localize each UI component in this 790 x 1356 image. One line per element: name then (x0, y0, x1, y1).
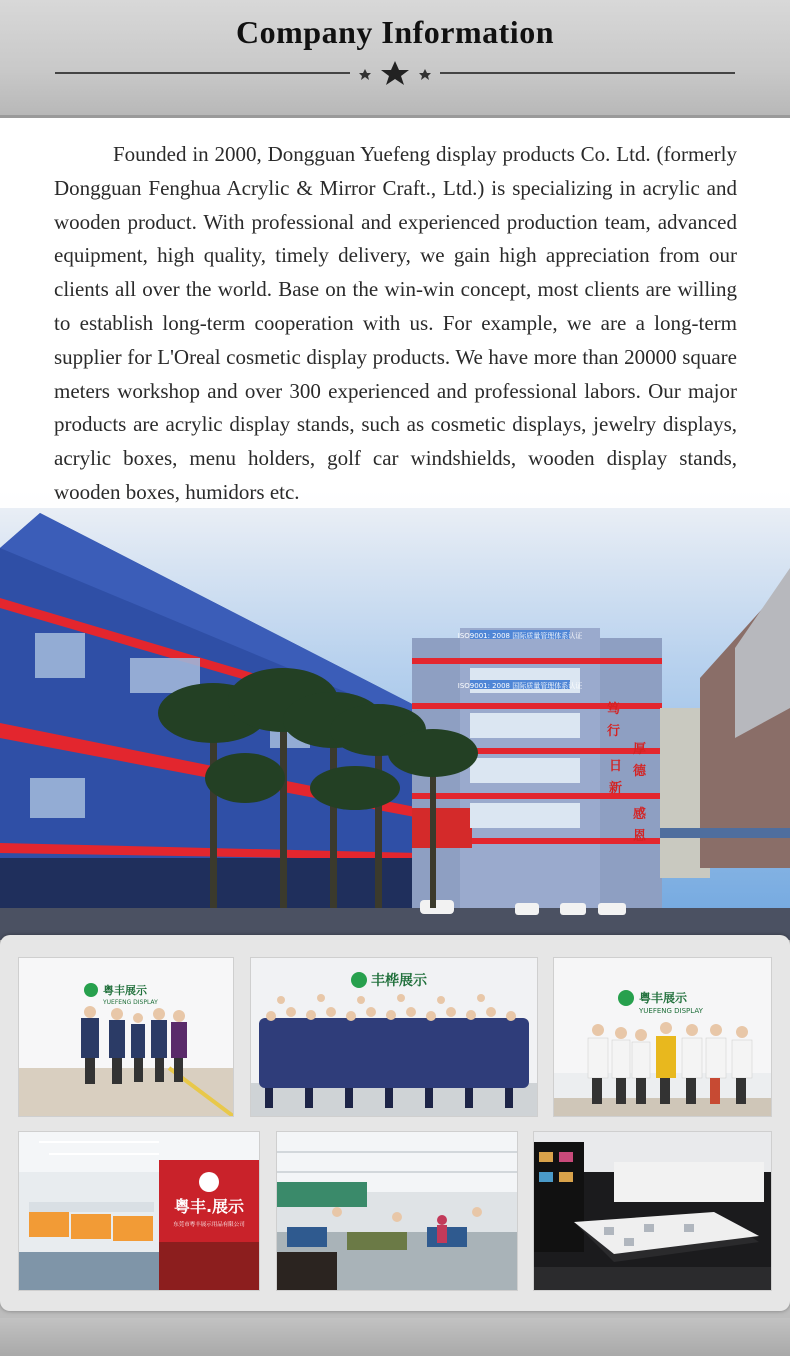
iso-sign-top: ISO9001: 2008 国际质量管理体系认证 (457, 632, 583, 640)
footer-band (0, 1318, 790, 1356)
slogan-char: 日 (609, 759, 623, 774)
team-photo-2 (250, 957, 538, 1117)
slogan-char: 德 (633, 764, 647, 779)
slogan-char: 新 (609, 781, 623, 796)
slogan-char: 笃 (607, 702, 621, 717)
slogan-char: 厚 (633, 742, 647, 757)
logo-text: 粤丰展示 (639, 991, 688, 1005)
small-star-icon (359, 69, 371, 80)
company-intro-panel (0, 118, 790, 940)
slogan-char: 感 (633, 807, 647, 822)
iso-sign-mid: ISO9001: 2008 国际质量管理体系认证 (457, 682, 583, 690)
logo-subtext: YUEFENG DISPLAY (639, 1007, 703, 1015)
factory-photo (0, 508, 790, 940)
logo-text: 丰桦展示 (371, 973, 427, 989)
page-header (0, 0, 790, 118)
logo-text: 粤丰展示 (103, 984, 147, 997)
office-photo (18, 1131, 260, 1291)
small-star-icon (419, 69, 431, 80)
page-title: Company Information (236, 14, 554, 50)
logo-subtext: YUEFENG DISPLAY (103, 999, 158, 1006)
star-icon (381, 61, 409, 85)
logo-subtext: 东莞市粤丰展示用品有限公司 (173, 1222, 245, 1228)
team-photo-1 (18, 957, 234, 1117)
slogan-char: 行 (607, 724, 621, 739)
company-intro-text: Founded in 2000, Dongguan Yuefeng display products Co. Ltd. (formerly Dongguan Fenghua Acrylic & Mirror Craft., Ltd.) is specializing in acrylic and wooden product. With professional and experienced production team, advanced equipment, high quality, timely delivery, we gain high appreciation from our clients all over the world. Base on the win-win concept, most clients are willing to establish long-term cooperation with us. For example, we are a long-term supplier for L'Oreal cosmetic display products. We have more than 20000 square meters workshop and over 300 experienced and professional labors. Our major products are acrylic display stands, such as cosmetic displays, jewelry displays, acrylic boxes, menu holders, golf car windshields, wooden display stands, wooden boxes, humidors etc. (54, 142, 737, 504)
team-photo-3 (553, 957, 772, 1117)
photo-gallery (0, 935, 790, 1311)
star-divider (55, 58, 735, 88)
slogan-char: 恩 (633, 829, 647, 844)
logo-text: 粤丰.展示 (173, 1197, 245, 1216)
workshop-photo (276, 1131, 518, 1291)
showroom-photo (533, 1131, 772, 1291)
